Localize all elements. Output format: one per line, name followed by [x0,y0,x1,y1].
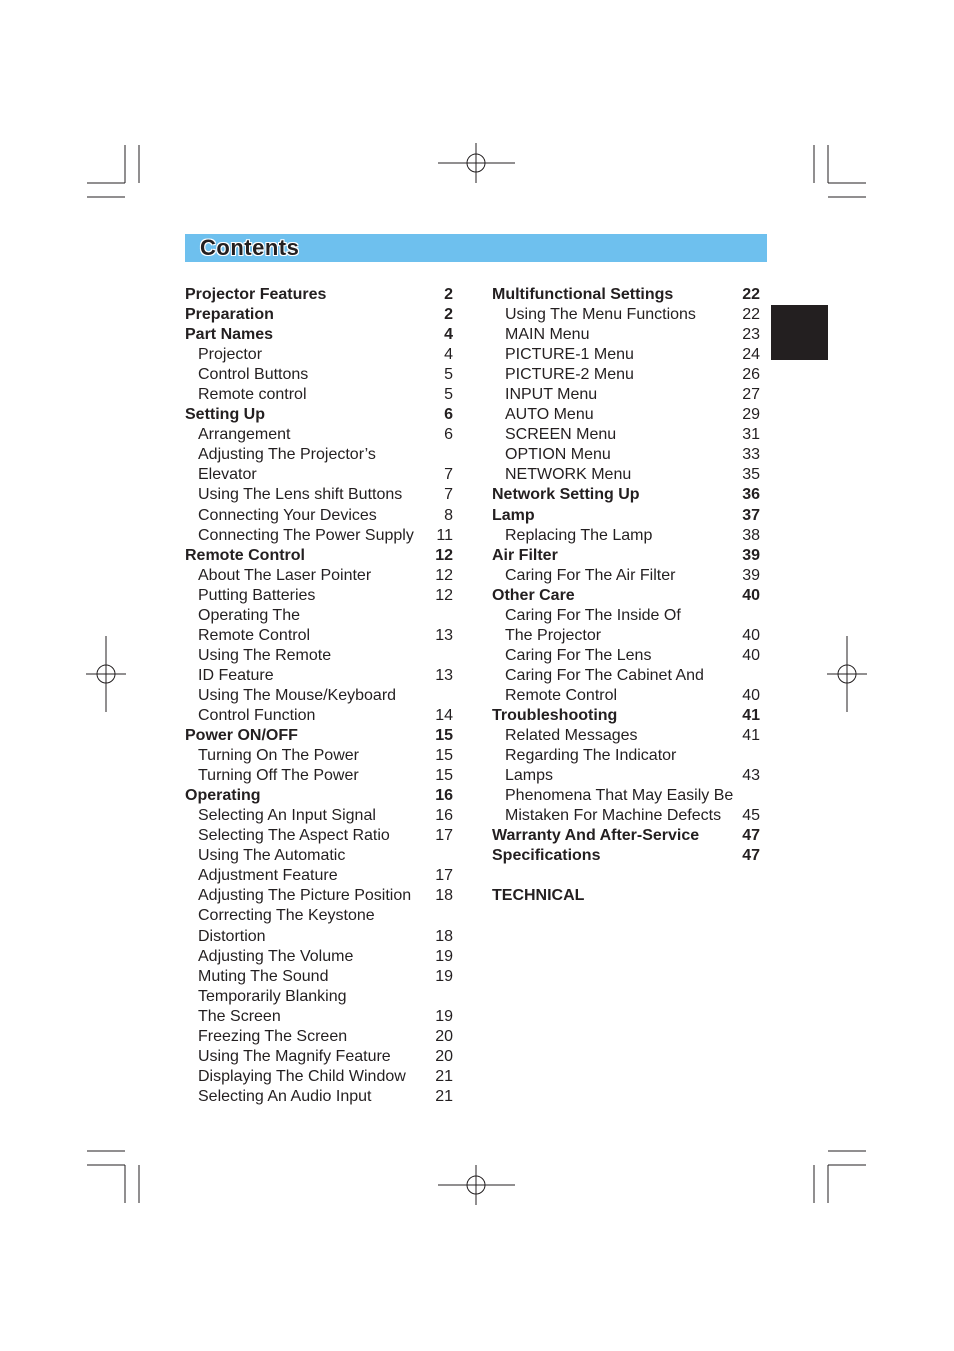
toc-page-number: 45 [742,807,760,825]
toc-section-heading [492,546,762,566]
toc-entry-label: Specifications [492,847,601,865]
toc-entry-label: PICTURE-2 Menu [505,366,634,384]
toc-entry [185,365,455,385]
toc-entry [492,345,762,365]
toc-entry-label: Phenomena That May Easily Be [505,787,734,805]
toc-page-number: 12 [435,546,453,564]
toc-entry-label: Remote Control [505,686,618,704]
toc-entry-label: Caring For The Lens [505,646,652,664]
toc-entry-label: Adjusting The Projector’s [198,446,376,464]
toc-page-number: 18 [435,887,453,905]
toc-entry-label: Adjusting The Volume [198,947,354,965]
toc-entry-label: Replacing The Lamp [505,526,653,544]
toc-entry [185,506,455,526]
toc-entry-label: Warranty And After-Service [492,827,700,845]
toc-entry-label: Remote Control [185,546,305,564]
toc-entry-label: Selecting The Aspect Ratio [198,827,390,845]
toc-page-number: 40 [742,626,760,644]
toc-section-heading [492,586,762,606]
toc-page-number: 4 [444,346,453,364]
toc-entry [492,465,762,485]
toc-page-number: 39 [742,566,760,584]
toc-section-heading [492,886,762,906]
toc-entry-label: Multifunctional Settings [492,286,674,303]
toc-entry-label: Projector Features [185,286,327,303]
toc-entry-label: NETWORK Menu [505,466,632,484]
toc-page-number: 8 [444,506,453,524]
toc-entry-label: Using The Lens shift Buttons [198,486,403,504]
toc-entry [185,606,455,626]
toc-section-heading [492,506,762,526]
toc-entry-label: MAIN Menu [505,326,590,344]
toc-page-number: 2 [444,306,453,324]
toc-page-number: 17 [435,867,453,885]
toc-entry [492,766,762,786]
toc-entry-label: Setting Up [185,406,265,424]
toc-entry [492,606,762,626]
toc-entry-label: Operating [185,787,261,805]
toc-page-number: 39 [742,546,760,564]
toc-page-number: 40 [742,686,760,704]
toc-page-number: 33 [742,446,760,464]
toc-page-number: 41 [742,727,760,745]
toc-entry-label: Temporarily Blanking [198,987,347,1005]
toc-entry [185,866,455,886]
toc-entry [185,886,455,906]
toc-page-number: 11 [436,526,453,544]
toc-entry-label: Caring For The Cabinet And [505,666,704,684]
toc-entry [185,826,455,846]
toc-page-number: 16 [435,807,453,825]
toc-page-number: 24 [742,346,760,364]
toc-entry-label: Remote control [198,386,307,404]
toc-entry [185,947,455,967]
section-thumb-tab [771,305,828,360]
toc-entry-label: AUTO Menu [505,406,594,424]
toc-entry [185,967,455,987]
toc-section-heading [185,546,455,566]
toc-entry [185,927,455,947]
toc-entry [185,666,455,686]
toc-page-number: 15 [435,727,453,745]
toc-entry [185,1007,455,1027]
toc-entry [492,786,762,806]
toc-page-number: 40 [742,646,760,664]
toc-entry-label: ID Feature [198,666,274,684]
toc-entry-label: Connecting The Power Supply [198,526,414,544]
toc-page-number: 21 [435,1067,453,1085]
toc-page-number: 23 [742,326,760,344]
toc-entry [185,425,455,445]
toc-entry-label: OPTION Menu [505,446,611,464]
toc-entry-label: Mistaken For Machine Defects [505,807,722,825]
toc-entry [185,746,455,766]
toc-entry [492,726,762,746]
toc-entry [185,987,455,1007]
toc-entry-label: Related Messages [505,727,638,745]
toc-page-number: 12 [435,566,453,584]
toc-entry [185,646,455,666]
toc-entry [492,325,762,345]
toc-entry-label: Arrangement [198,426,291,444]
toc-entry-label: About The Laser Pointer [198,566,372,584]
toc-page-number: 47 [742,847,760,865]
toc-entry-label: Network Setting Up [492,486,640,504]
toc-page-number: 6 [444,406,453,424]
toc-entry [492,405,762,425]
toc-entry [185,706,455,726]
toc-entry-label: TECHNICAL [492,887,585,905]
toc-page-number: 7 [444,486,453,504]
toc-entry [492,646,762,666]
toc-entry [185,686,455,706]
toc-entry [185,806,455,826]
toc-entry [492,566,762,586]
contents-title-bar [185,234,767,262]
toc-section-heading [185,405,455,425]
toc-page-number: 18 [435,927,453,945]
toc-page-number: 19 [435,967,453,985]
toc-right-column [492,285,762,906]
toc-section-heading [492,826,762,846]
toc-entry [492,445,762,465]
toc-page-number: 5 [444,386,453,404]
toc-entry-label: The Projector [505,626,602,644]
toc-entry-label: Adjustment Feature [198,867,338,885]
toc-entry [492,425,762,445]
toc-section-heading [492,706,762,726]
toc-page-number: 43 [742,767,760,785]
toc-page-number: 36 [742,486,760,504]
toc-entry-label: INPUT Menu [505,386,598,404]
toc-section-heading [492,285,762,305]
toc-entry [185,846,455,866]
toc-entry-label: Correcting The Keystone [198,907,375,925]
toc-entry-label: Air Filter [492,546,558,564]
toc-entry [185,1027,455,1047]
toc-entry-label: Control Function [198,706,316,724]
toc-entry-label: Selecting An Input Signal [198,807,376,825]
toc-page-number: 20 [435,1047,453,1065]
toc-page-number: 6 [444,426,453,444]
toc-page-number: 19 [435,947,453,965]
toc-page-number: 13 [435,666,453,684]
toc-entry-label: Selecting An Audio Input [198,1087,372,1105]
toc-entry-label: PICTURE-1 Menu [505,346,634,364]
toc-entry-label: Caring For The Inside Of [505,606,681,624]
toc-page-number: 14 [435,706,453,724]
toc-entry-label: Freezing The Screen [198,1027,348,1045]
toc-page-number: 15 [435,767,453,785]
toc-page-number: 4 [444,326,453,344]
toc-page-number: 40 [742,586,760,604]
toc-entry [492,666,762,686]
toc-page-number: 21 [435,1087,453,1105]
toc-entry [492,365,762,385]
toc-entry [185,485,455,505]
toc-entry-label: Projector [198,346,263,364]
toc-section-heading [185,305,455,325]
toc-entry [185,345,455,365]
toc-entry [492,806,762,826]
toc-entry [492,305,762,325]
toc-entry-label: Power ON/OFF [185,727,298,745]
toc-page-number: 35 [742,466,760,484]
toc-entry [185,526,455,546]
toc-page-number: 47 [742,827,760,845]
toc-page-number: 5 [444,366,453,384]
toc-entry-label: Displaying The Child Window [198,1067,406,1085]
toc-entry-label: Part Names [185,326,274,344]
toc-entry-label: Control Buttons [198,366,309,384]
toc-entry-label: Other Care [492,586,575,604]
toc-entry-label: The Screen [198,1007,281,1025]
toc-entry-label: Troubleshooting [492,706,618,724]
toc-entry-label: Caring For The Air Filter [505,566,676,584]
toc-entry [185,465,455,485]
toc-entry-label: Distortion [198,927,266,945]
toc-entry [185,1067,455,1087]
toc-page-number: 17 [435,827,453,845]
toc-page-number: 13 [435,626,453,644]
toc-entry [185,586,455,606]
toc-page-number: 22 [742,306,760,324]
toc-page-number: 2 [444,286,453,303]
toc-entry-label: SCREEN Menu [505,426,617,444]
toc-entry-label: Adjusting The Picture Position [198,887,412,905]
toc-left-column [185,285,455,1107]
toc-page-number: 20 [435,1027,453,1045]
toc-entry [492,686,762,706]
toc-entry [492,385,762,405]
toc-entry [185,906,455,926]
toc-entry-label: Lamp [492,506,535,524]
toc-entry-label: Turning Off The Power [198,767,359,785]
toc-entry-label: Using The Remote [198,646,332,664]
toc-entry-label: Preparation [185,306,274,324]
toc-entry [185,1047,455,1067]
toc-entry-label: Using The Automatic [198,847,346,865]
toc-entry-label: Connecting Your Devices [198,506,377,524]
toc-entry [185,626,455,646]
toc-page-number: 27 [742,386,760,404]
toc-page-number: 15 [435,747,453,765]
toc-entry-label: Muting The Sound [198,967,329,985]
toc-entry [492,746,762,766]
toc-page-number: 29 [742,406,760,424]
toc-section-heading [185,325,455,345]
toc-entry-label: Lamps [505,767,554,785]
toc-page-number: 22 [742,286,760,303]
toc-page-number: 7 [444,466,453,484]
toc-page-number: 38 [742,526,760,544]
toc-entry [185,445,455,465]
toc-entry-label: Using The Magnify Feature [198,1047,391,1065]
toc-section-heading [492,846,762,866]
toc-entry-label: Turning On The Power [198,747,359,765]
toc-entry-label: Regarding The Indicator [505,747,677,765]
toc-entry-label: Using The Mouse/Keyboard [198,686,397,704]
toc-section-heading [185,285,455,305]
toc-page-number: 19 [435,1007,453,1025]
toc-entry [185,766,455,786]
toc-page-number: 41 [742,706,760,724]
toc-section-heading [492,866,762,886]
toc-entry-label: Using The Menu Functions [505,306,696,324]
toc-entry-label: Operating The [198,606,300,624]
toc-entry-label: Putting Batteries [198,586,316,604]
toc-section-heading [492,485,762,505]
toc-entry [492,626,762,646]
toc-entry [185,1087,455,1107]
page-title: Contents [200,235,300,260]
toc-section-heading [185,726,455,746]
toc-entry [185,566,455,586]
toc-entry-label: Remote Control [198,626,311,644]
toc-entry [492,526,762,546]
toc-page-number: 31 [742,426,760,444]
toc-entry [185,385,455,405]
toc-page-number: 16 [435,787,453,805]
toc-page-number: 12 [435,586,453,604]
toc-section-heading [185,786,455,806]
toc-entry-label: Elevator [198,466,257,484]
toc-page-number: 37 [742,506,760,524]
toc-page-number: 26 [742,366,760,384]
